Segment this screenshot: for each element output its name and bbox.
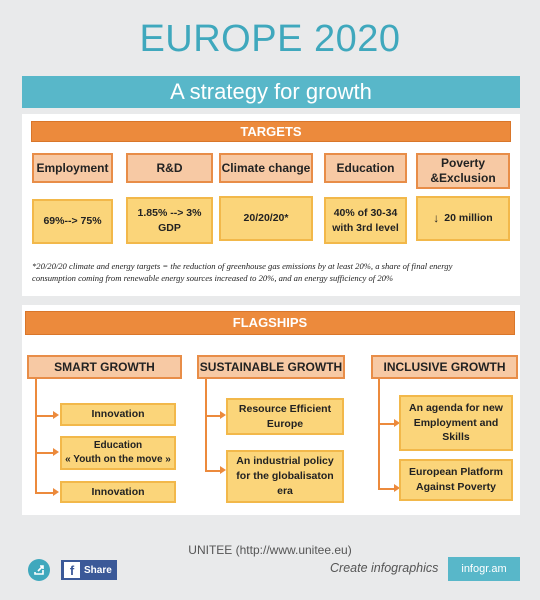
target-header-label: Poverty: [440, 156, 486, 170]
create-infographics-link[interactable]: Create infographics: [330, 561, 439, 575]
arrow-right-icon: [53, 488, 59, 496]
targets-panel: [22, 114, 520, 296]
flagship-item-text: Innovation: [91, 408, 145, 421]
flagship-item-text: European Platform: [409, 466, 503, 479]
subtitle-bar: A strategy for growth: [22, 76, 520, 108]
connector-line: [35, 452, 55, 454]
flagship-heading-label: SUSTAINABLE GROWTH: [199, 359, 343, 374]
flagship-item: [399, 459, 513, 501]
target-value-rd: [126, 197, 213, 244]
flagship-item-text: era: [277, 484, 293, 497]
flagship-item-text: An industrial policy: [236, 455, 334, 468]
target-value-text: 40% of 30-34: [333, 206, 398, 219]
flagship-column-heading-sustainable: [197, 355, 345, 379]
flagship-column-heading-smart: [27, 355, 182, 379]
flagship-item: [60, 403, 176, 426]
flagships-panel: [22, 305, 520, 515]
flagship-item: [60, 481, 176, 503]
flagship-item-text: Employment and: [413, 416, 499, 429]
arrow-right-icon: [53, 448, 59, 456]
flagship-item-text: for the globalisaton: [236, 470, 334, 483]
target-value-poverty: [416, 196, 510, 241]
target-value-text: 69%--> 75%: [43, 215, 102, 228]
target-value-education: [324, 197, 407, 244]
flagship-item: [399, 395, 513, 451]
page-title: EUROPE 2020: [139, 18, 401, 60]
footnote-line: consumption coming from renewable energy sources increased to 20%, and an energy sufficiency of 20%: [32, 273, 394, 284]
down-arrow-icon: ↓: [433, 211, 440, 226]
target-header-employment: [32, 153, 113, 183]
target-value-text: GDP: [158, 221, 181, 234]
target-value-text: with 3rd level: [332, 221, 399, 234]
facebook-icon: f: [64, 562, 80, 578]
flagship-item-text: « Youth on the move »: [65, 454, 171, 465]
target-header-label: R&D: [156, 160, 183, 175]
target-header-label: Education: [336, 160, 395, 175]
target-header-rd: [126, 153, 213, 183]
flagship-item: [226, 398, 344, 435]
flagship-item-text: Europe: [266, 417, 304, 430]
connector-line: [378, 379, 380, 489]
flagship-item-text: Education: [93, 440, 143, 451]
flagship-item-text: Resource Efficient: [238, 402, 332, 415]
target-value-text: 20 million: [444, 212, 493, 225]
targets-footnote: [32, 260, 512, 285]
flagship-item-text: Against Poverty: [416, 481, 496, 493]
share-arrow-icon[interactable]: [28, 559, 50, 581]
arrow-right-icon: [53, 411, 59, 419]
flagship-item-text: Innovation: [91, 485, 145, 498]
connector-line: [35, 415, 55, 417]
target-value-climate: [219, 196, 313, 241]
targets-heading: TARGETS: [31, 121, 511, 142]
flagship-column-heading-inclusive: [371, 355, 518, 379]
target-header-label: Employment: [36, 160, 109, 175]
infogram-logo[interactable]: infogr.am: [448, 557, 520, 581]
connector-line: [35, 492, 55, 494]
target-header-label: Climate change: [221, 160, 311, 175]
flagship-item: [60, 436, 176, 470]
source-credit: UNITEE (http://www.unitee.eu): [188, 543, 352, 557]
footnote-line: *20/20/20 climate and energy targets = the reduction of greenhouse gas emissions by at least 20%, a share of final energy: [32, 261, 453, 271]
target-value-text: 20/20/20*: [243, 212, 289, 225]
flagship-heading-label: SMART GROWTH: [54, 359, 155, 374]
flagship-item: [226, 450, 344, 503]
target-value-employment: [32, 199, 113, 244]
share-label: Share: [84, 564, 112, 576]
flagship-item-text: An agenda for new: [409, 401, 503, 414]
target-header-education: [324, 153, 407, 183]
target-value-text: 1.85% --> 3%: [137, 206, 202, 219]
facebook-share-button[interactable]: [61, 560, 117, 580]
flagships-heading: FLAGSHIPS: [25, 311, 515, 335]
connector-line: [205, 379, 207, 471]
target-header-label: &Exclusion: [430, 171, 496, 185]
target-header-climate: [219, 153, 313, 183]
connector-line: [35, 379, 37, 493]
flagship-item-text: Skills: [442, 431, 470, 444]
target-header-poverty: [416, 153, 510, 189]
flagship-heading-label: INCLUSIVE GROWTH: [383, 359, 506, 374]
